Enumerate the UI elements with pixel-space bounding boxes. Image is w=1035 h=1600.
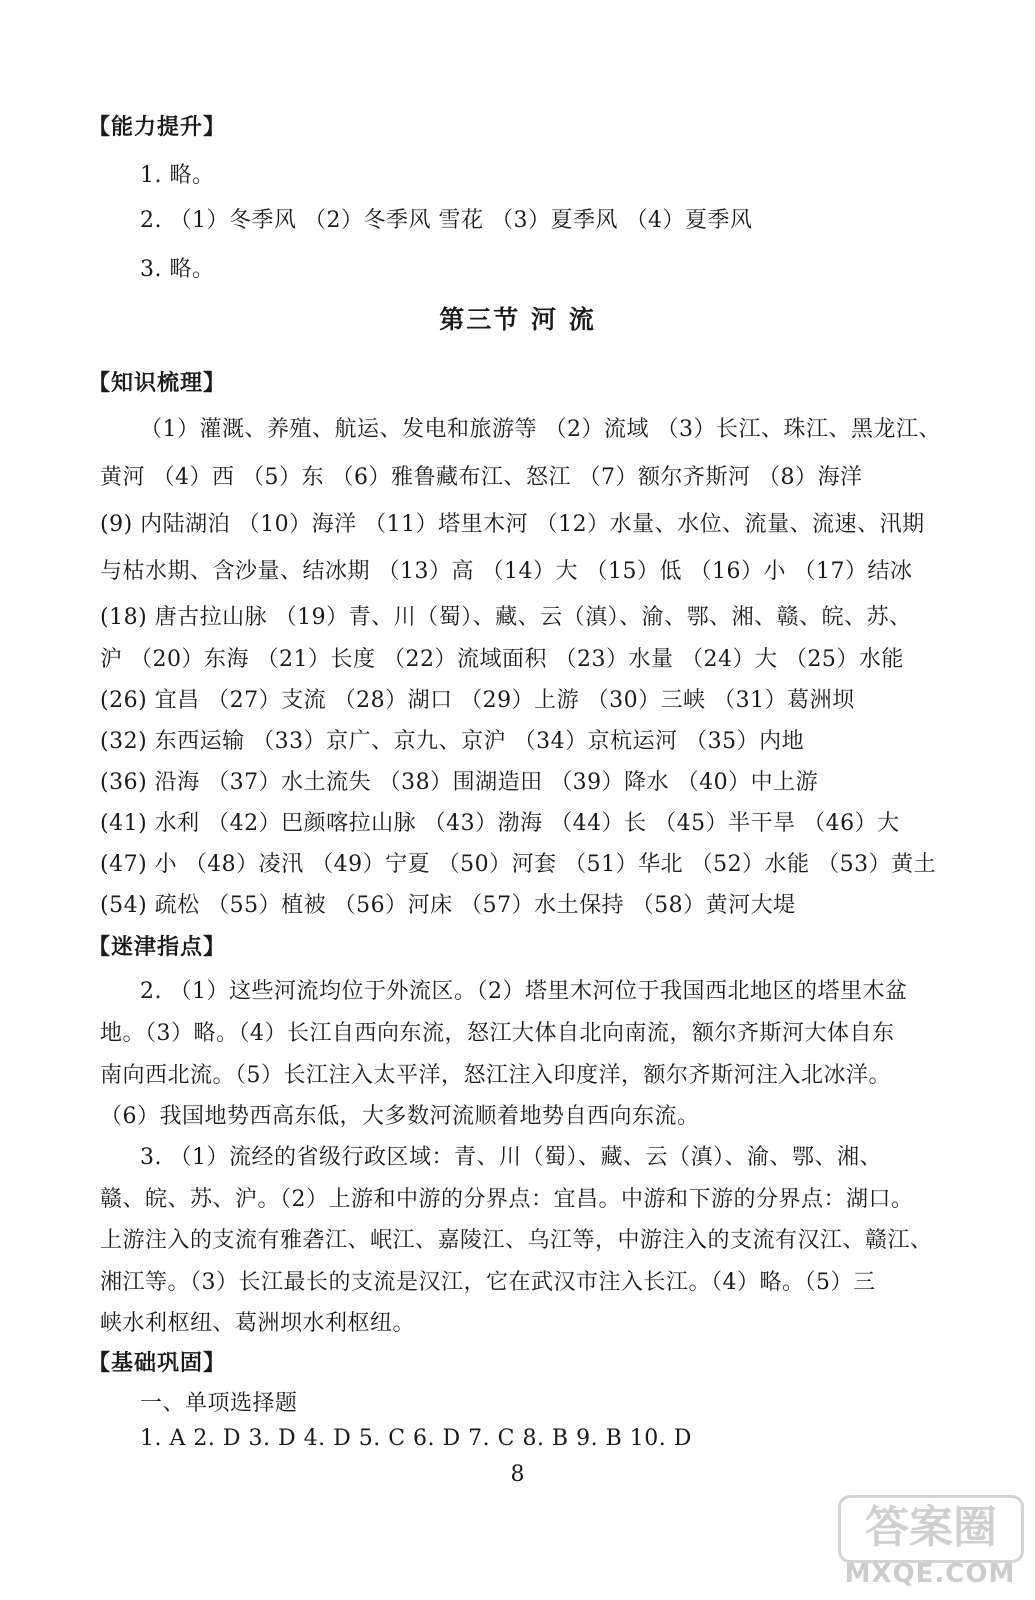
answer-line: 峡水利枢纽、葛洲坝水利枢纽。 [100,1311,416,1336]
answer-line: (9) 内陆湖泊 （10）海洋 （11）塔里木河 （12）水量、水位、流量、流速、汛期 [100,512,925,537]
answer-line: （6）我国地势西高东低，大多数河流顺着地势自西向东流。 [100,1104,700,1129]
watermark-url: MXQE.COM [844,1559,1016,1589]
section-header-guide: 【迷津指点】 [88,934,227,960]
answer-line: (41) 水利 （42）巴颜喀拉山脉 （43）渤海 （44）长 （45）半干旱 （46）大 [100,811,900,836]
answer-line: 3. （1）流经的省级行政区域：青、川（蜀）、藏、云（滇）、渝、鄂、湘、 [140,1145,882,1170]
answer-line: 黄河 （4）西 （5）东 （6）雅鲁藏布江、怒江 （7）额尔齐斯河 （8）海洋 [100,465,863,490]
answer-line: 南向西北流。（5）长江注入太平洋，怒江注入印度洋，额尔齐斯河注入北冰洋。 [100,1063,891,1088]
section-title: 第三节 河 流 [439,305,596,334]
answer-line: 与枯水期、含沙量、结冰期 （13）高 （14）大 （15）低 （16）小 （17）结冰 [100,559,913,584]
answer-line: 2. （1）这些河流均位于外流区。（2）塔里木河位于我国西北地区的塔里木盆 [140,979,908,1004]
answer-line: 湘江等。（3）长江最长的支流是汉江，它在武汉市注入长江。（4）略。（5）三 [100,1270,876,1295]
watermark-logo [838,1495,1028,1595]
answer-line: (47) 小 （48）凌汛 （49）宁夏 （50）河套 （51）华北 （52）水能 （53）黄土 [100,852,937,877]
answer-line: 沪 （20）东海 （21）长度 （22）流域面积 （23）水量 （24）大 （25）水能 [100,647,904,672]
answer-line: 上游注入的支流有雅砻江、岷江、嘉陵江、乌江等，中游注入的支流有汉江、赣江、 [100,1228,933,1253]
answer-line: 3. 略。 [140,257,215,282]
section-header-ability: 【能力提升】 [88,114,227,140]
answer-line: (54) 疏松 （55）植被 （56）河床 （57）水土保持 （58）黄河大堤 [100,893,796,918]
section-header-knowledge: 【知识梳理】 [88,370,227,396]
answer-line: 地。（3）略。（4）长江自西向东流，怒江大体自北向南流，额尔齐斯河大体自东 [100,1021,895,1046]
answer-line: (32) 东西运输 （33）京广、京九、京沪 （34）京杭运河 （35）内地 [100,729,805,754]
answer-line: 1. 略。 [140,163,215,188]
section-header-basics: 【基础巩固】 [88,1350,227,1376]
answer-line: (26) 宜昌 （27）支流 （28）湖口 （29）上游 （30）三峡 （31）葛洲坝 [100,688,855,713]
answer-line: (36) 沿海 （37）水土流失 （38）围湖造田 （39）降水 （40）中上游 [100,770,819,795]
answer-line: （1）灌溉、养殖、航运、发电和旅游等 （2）流域 （3）长江、珠江、黑龙江、 [140,417,941,442]
watermark-mark: 答案圈 [838,1495,1024,1563]
answer-line: 1. A 2. D 3. D 4. D 5. C 6. D 7. C 8. B 9. B 10. D [140,1426,692,1451]
answer-line: 赣、皖、苏、沪。（2）上游和中游的分界点：宜昌。中游和下游的分界点：湖口。 [100,1187,914,1212]
page-number: 8 [510,1462,525,1487]
subsection-heading: 一、单项选择题 [140,1391,298,1416]
answer-line: (18) 唐古拉山脉 （19）青、川（蜀）、藏、云（滇）、渝、鄂、湘、赣、皖、苏、 [100,605,912,630]
answer-line: 2. （1）冬季风 （2）冬季风 雪花 （3）夏季风 （4）夏季风 [140,208,753,233]
